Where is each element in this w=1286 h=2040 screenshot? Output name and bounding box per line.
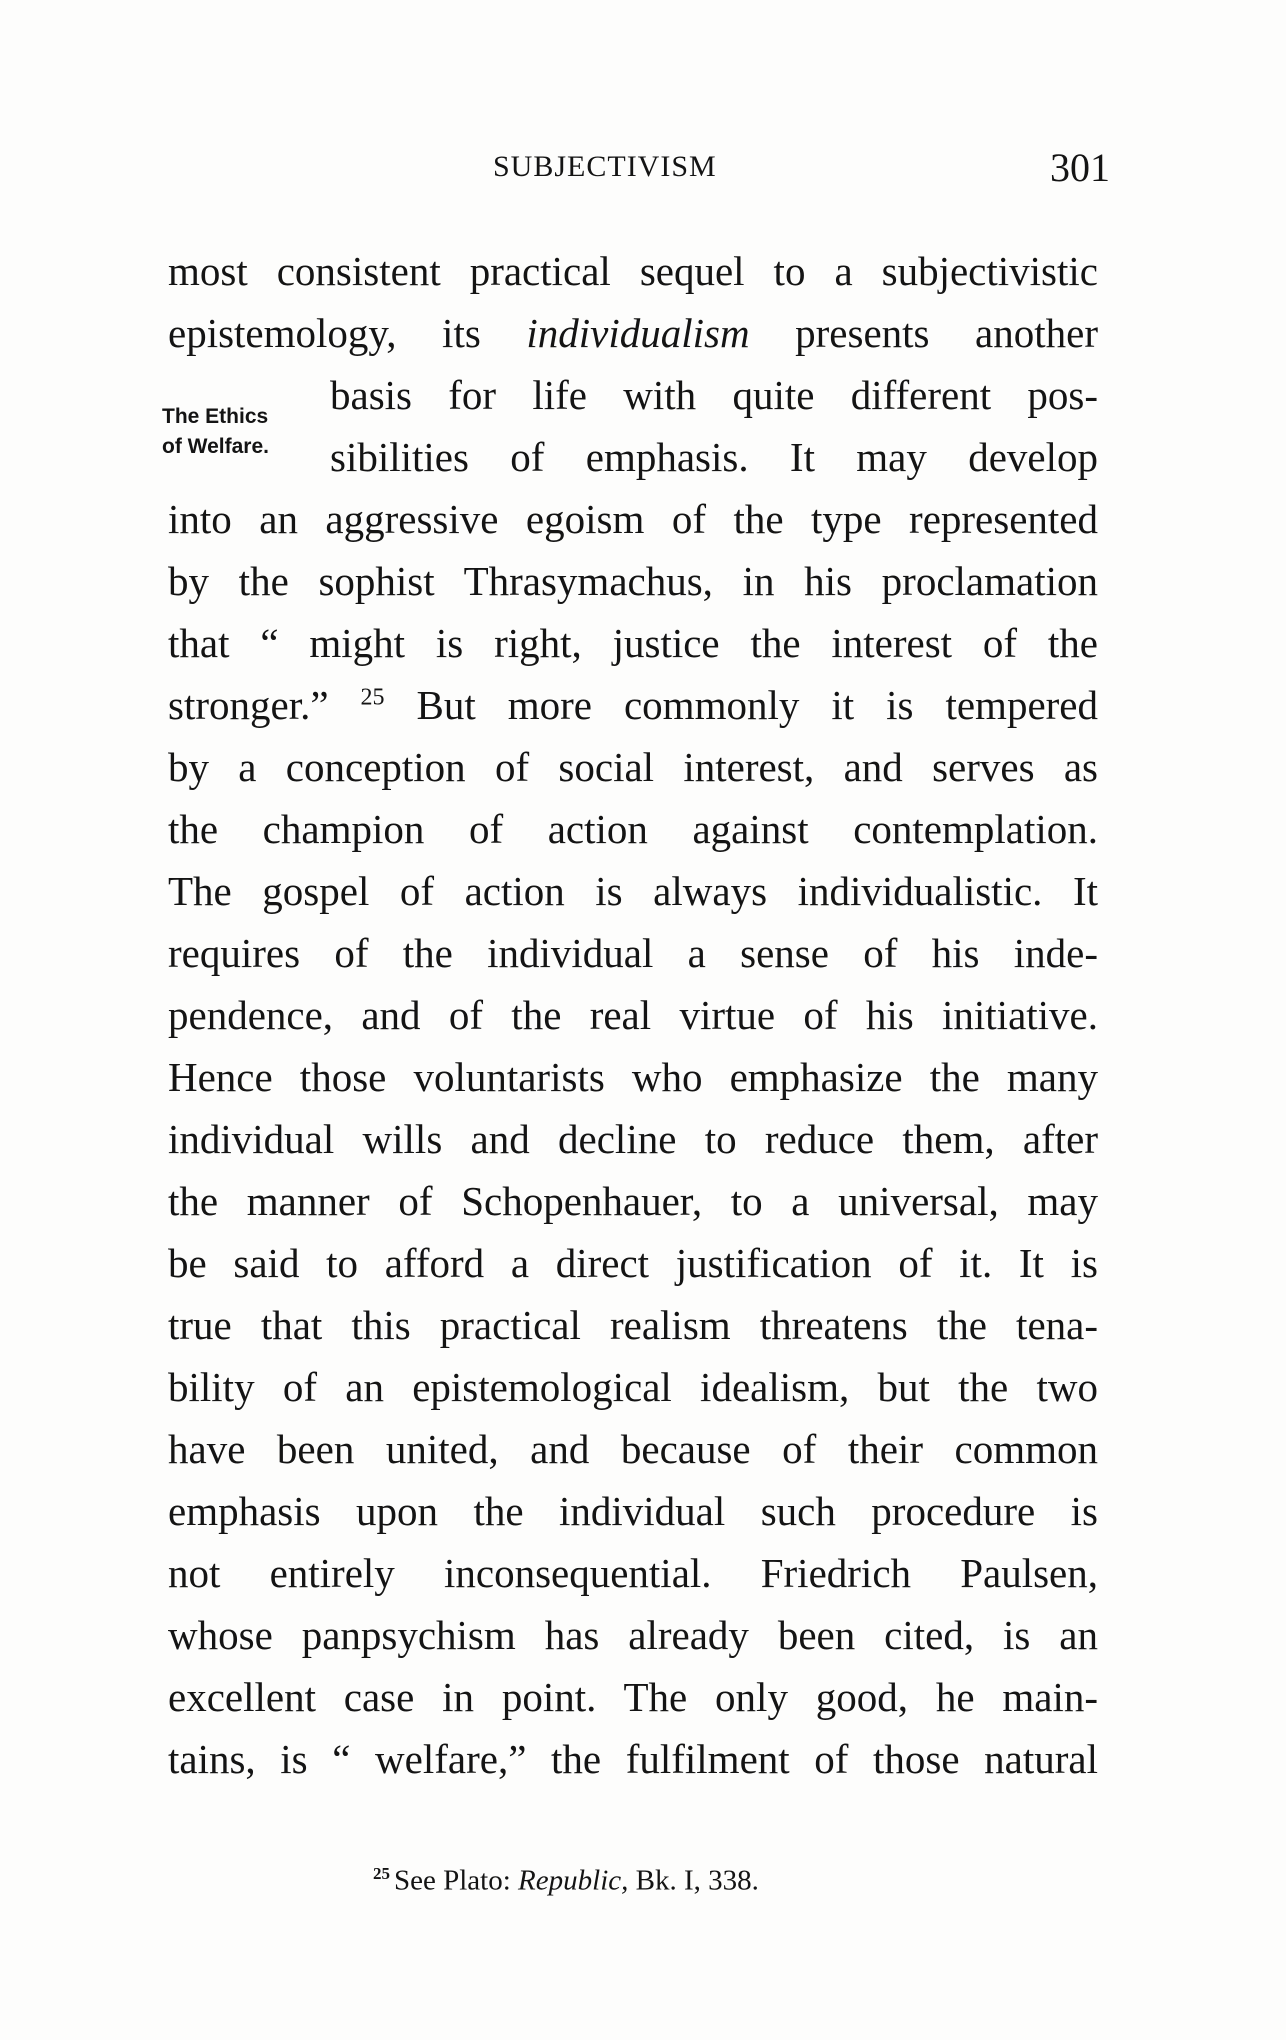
body-line-4: sibilities of emphasis. It may develop xyxy=(330,434,1098,480)
body-line-19: bility of an epistemological idealism, but the two xyxy=(168,1364,1098,1410)
body-line-5: into an aggressive egoism of the type represented xyxy=(168,496,1098,542)
footnote-reference: 25 xyxy=(360,684,385,711)
emphasis-individualism: individualism xyxy=(526,310,750,356)
body-line-10: the champion of action against contemplation. xyxy=(168,806,1098,852)
running-head-title: SUBJECTIVISM xyxy=(493,150,717,183)
body-line-1: most consistent practical sequel to a subjectivistic xyxy=(168,248,1098,294)
body-line-8 xyxy=(168,674,1098,736)
body-line-13: pendence, and of the real virtue of his initiative. xyxy=(168,992,1098,1038)
running-head xyxy=(0,145,1286,200)
body-line-18: true that this practical realism threatens the tena- xyxy=(168,1302,1098,1348)
footnote-mark: 25 xyxy=(373,1864,390,1883)
body-line-15: individual wills and decline to reduce them, after xyxy=(168,1116,1098,1162)
sidenote-line-2: of Welfare. xyxy=(162,435,269,458)
footnote-text-after: Bk. I, 338. xyxy=(628,1864,759,1897)
body-line-3: basis for life with quite different pos- xyxy=(330,372,1098,418)
body-line-22: not entirely inconsequential. Friedrich Paulsen, xyxy=(168,1550,1098,1596)
body-line-23: whose panpsychism has already been cited, is an xyxy=(168,1612,1098,1658)
body-line-2-before: epistemology, its xyxy=(168,310,527,356)
footnote-text-before: See Plato: xyxy=(394,1864,519,1897)
body-line-6: by the sophist Thrasymachus, in his proclamation xyxy=(168,558,1098,604)
body-line-8-after: But more commonly it is tempered xyxy=(384,682,1098,728)
footnote-title: Republic, xyxy=(518,1864,629,1897)
body-line-21: emphasis upon the individual such procedure is xyxy=(168,1488,1098,1534)
body-line-14: Hence those voluntarists who emphasize the many xyxy=(168,1054,1098,1100)
body-line-17: be said to afford a direct justification of it. It is xyxy=(168,1240,1098,1286)
body-line-24: excellent case in point. The only good, he main- xyxy=(168,1674,1098,1720)
body-line-9: by a conception of social interest, and serves as xyxy=(168,744,1098,790)
body-line-25: tains, is “ welfare,” the fulfilment of those natural xyxy=(168,1736,1098,1782)
footnote xyxy=(373,1864,759,1898)
body-line-2-after: presents another xyxy=(749,310,1098,356)
sidenote-line-1: The Ethics xyxy=(162,405,269,428)
body-line-2 xyxy=(168,302,1098,364)
body-line-12: requires of the individual a sense of his inde- xyxy=(168,930,1098,976)
body-line-20: have been united, and because of their common xyxy=(168,1426,1098,1472)
body-line-8-before: stronger.” xyxy=(168,682,361,728)
page-number: 301 xyxy=(1050,145,1110,190)
body-line-16: the manner of Schopenhauer, to a universal, may xyxy=(168,1178,1098,1224)
body-text xyxy=(168,240,1098,1790)
body-line-7: that “ might is right, justice the interest of the xyxy=(168,620,1098,666)
body-line-11: The gospel of action is always individualistic. It xyxy=(168,868,1098,914)
